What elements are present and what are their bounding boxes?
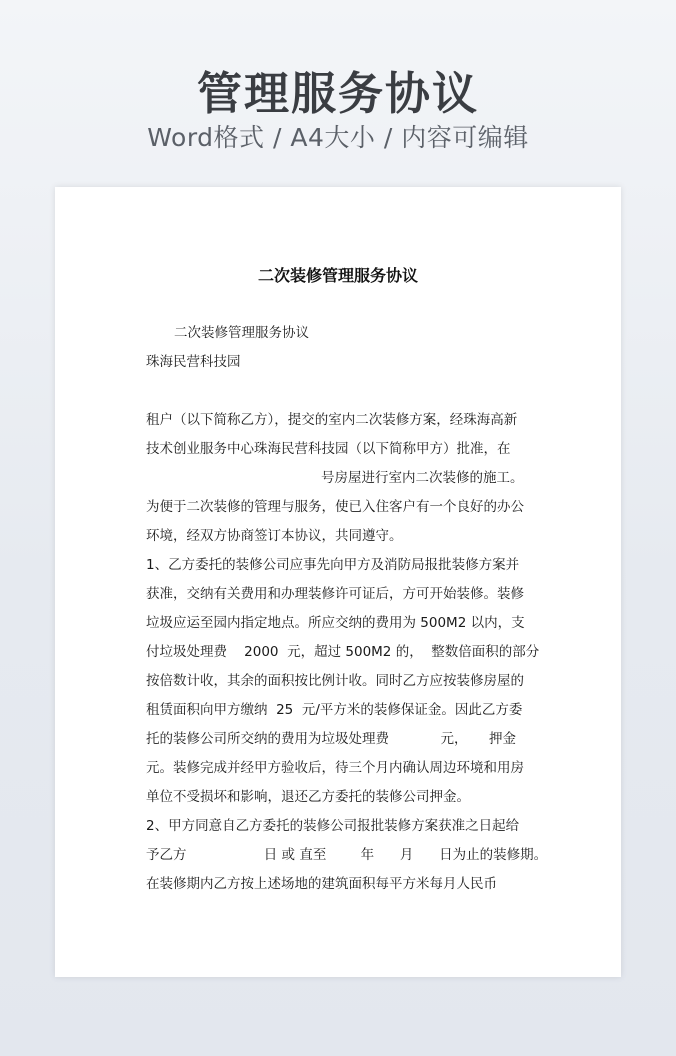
doc-line: 在装修期内乙方按上述场地的建筑面积每平方米每月人民币 [146,876,497,892]
doc-line: 二次装修管理服务协议 [174,325,309,341]
doc-line: 托的装修公司所交纳的费用为垃圾处理费 元， 押金 [146,731,516,747]
doc-line: 1、乙方委托的装修公司应事先向甲方及消防局报批装修方案并 [146,557,520,573]
doc-line: 号房屋进行室内二次装修的施工。 [321,470,524,486]
doc-line: 予乙方 日 或 直至 年 月 日为止的装修期。 [146,847,548,863]
doc-line: 元。装修完成并经甲方验收后，待三个月内确认周边环境和用房 [146,760,524,776]
banner-title: 管理服务协议 [196,67,479,120]
doc-line: 为便于二次装修的管理与服务，使已入住客户有一个良好的办公 [146,499,524,515]
doc-line: 珠海民营科技园 [146,354,241,370]
document-title: 二次装修管理服务协议 [257,266,418,285]
doc-line: 付垃圾处理费 2000 元，超过 500M2 的， 整数倍面积的部分 [146,644,540,660]
doc-line: 技术创业服务中心珠海民营科技园（以下简称甲方）批准，在 [146,441,511,457]
doc-line: 垃圾应运至园内指定地点。所应交纳的费用为 500M2 以内，支 [146,615,525,631]
header-banner [0,0,676,186]
doc-line: 按倍数计收，其余的面积按比例计收。同时乙方应按装修房屋的 [146,673,524,689]
doc-line: 单位不受损坏和影响，退还乙方委托的装修公司押金。 [146,789,470,805]
banner-subtitle: Word格式 / A4大小 / 内容可编辑 [147,123,529,152]
doc-line: 环境，经双方协商签订本协议，共同遵守。 [146,528,403,544]
doc-line: 获准，交纳有关费用和办理装修许可证后，方可开始装修。装修 [146,586,524,602]
doc-line: 2、甲方同意自乙方委托的装修公司报批装修方案获准之日起给 [146,818,520,834]
document-page [55,187,621,977]
doc-line: 租赁面积向甲方缴纳 25 元/平方米的装修保证金。因此乙方委 [146,702,523,718]
doc-line: 租户（以下简称乙方），提交的室内二次装修方案，经珠海高新 [146,412,518,428]
